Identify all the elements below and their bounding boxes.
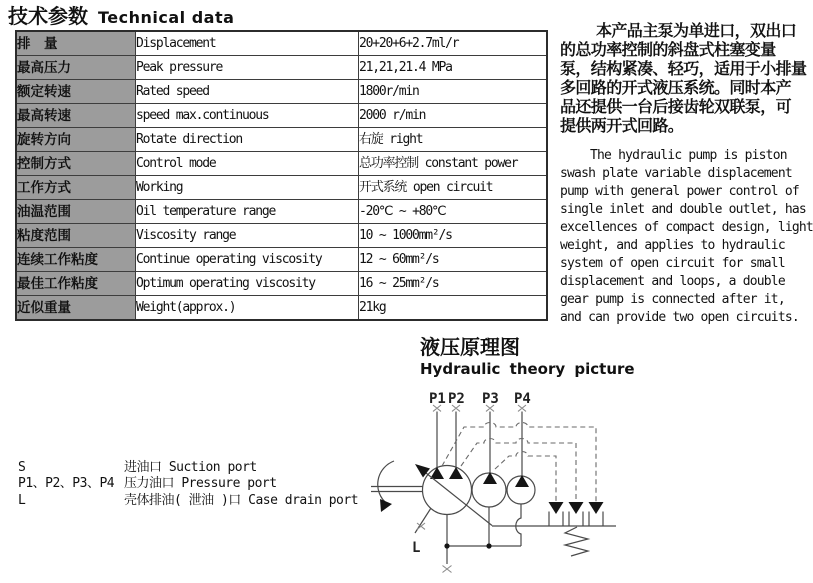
spec-label-en: Displacement [136,31,359,56]
hydraulic-schematic [370,388,650,583]
spec-value: 10 ~ 1000mm²/s [359,224,548,248]
spec-label-cn: 最高转速 [16,104,136,128]
spec-label-en: Continue operating viscosity [136,248,359,272]
table-row [16,128,547,152]
port-label-p1: P1 [429,391,446,407]
variable-displacement-arrow [426,473,492,526]
port-label-p2: P2 [448,391,465,407]
table-row [16,80,547,104]
description-cn-line: 提供两开式回路。 [560,118,684,135]
description-en-line: single inlet and double outlet, has [560,202,806,217]
spec-label-en: Viscosity range [136,224,359,248]
table-row [16,200,547,224]
drain-label: L [412,540,421,556]
description-cn-line: 本产品主泵为单进口，双出口 [596,23,797,40]
spec-label-cn: 最高压力 [16,56,136,80]
description-paragraph-cn [560,22,813,136]
spec-value: 总功率控制 constant power [359,152,548,176]
spec-value: 20+20+6+2.7ml/r [359,31,548,56]
description-en-line: The hydraulic pump is piston [590,148,787,163]
diagram-title [420,338,635,378]
description-paragraph-en [560,147,813,327]
spec-value: 12 ~ 60mm²/s [359,248,548,272]
diagram-title-cn: 液压原理图 [420,337,520,359]
description-cn-line: 多回路的开式液压系统。同时本产 [560,80,792,97]
junction-dot [486,543,491,548]
table-row [16,224,547,248]
pressure-port-lines [437,412,522,478]
suction-port-mark-icon [443,566,452,573]
spring-icon [565,527,588,556]
spec-value: -20℃ ~ +80℃ [359,200,548,224]
port-legend [18,460,358,509]
spec-label-cn: 粘度范围 [16,224,136,248]
spec-label-cn: 排 量 [16,31,136,56]
description-en-line: swash plate variable displacement [560,166,792,181]
description-en-line: pump with general power control of [560,184,799,199]
diagram-title-en: Hydraulic theory picture [420,360,635,378]
spec-label-en: Control mode [136,152,359,176]
spec-label-cn: 控制方式 [16,152,136,176]
table-row [16,104,547,128]
description-cn-line: 的总功率控制的斜盘式柱塞变量 [560,42,776,59]
table-row [16,248,547,272]
description-en-line: system of open circuit for small [560,256,785,271]
legend-description: 进油口 Suction port [124,460,257,475]
page-title-cn: 技术参数 [8,6,88,28]
spec-label-en: Peak pressure [136,56,359,80]
technical-data-table [15,30,548,321]
table-row [16,152,547,176]
spec-value: 21,21,21.4 MPa [359,56,548,80]
description-en-line: weight, and applies to hydraulic [560,238,785,253]
description-cn-line: 品还提供一台后接齿轮双联泵，可 [560,99,792,116]
spec-label-cn: 连续工作粘度 [16,248,136,272]
spec-label-en: Rated speed [136,80,359,104]
legend-symbol: P1、P2、P3、P4 [18,476,115,492]
spec-label-en: Oil temperature range [136,200,359,224]
rotation-arrow-head-icon [380,499,392,512]
legend-row [18,493,358,509]
port-plug-marks-icon [433,405,526,411]
pilot-line-2 [461,439,576,503]
rotation-arrow [378,461,394,503]
spec-label-en: Optimum operating viscosity [136,272,359,296]
spec-label-cn: 工作方式 [16,176,136,200]
legend-row [18,476,358,492]
spec-label-en: Rotate direction [136,128,359,152]
page-title-en: Technical data [98,8,235,27]
description-en-line: gear pump is connected after it, [560,292,785,307]
technical-data-table-body [16,31,547,320]
spec-label-cn: 额定转速 [16,80,136,104]
table-row [16,56,547,80]
table-row [16,176,547,200]
page-title [8,0,234,29]
spec-label-en: Weight(approx.) [136,296,359,321]
spec-label-cn: 最佳工作粘度 [16,272,136,296]
table-row [16,31,547,56]
control-arrow-1-icon [549,502,564,514]
spec-value: 21kg [359,296,548,321]
control-arrow-2-icon [569,502,584,514]
spec-value: 16 ~ 25mm²/s [359,272,548,296]
description-en-line: displacement and loops, a double [560,274,785,289]
spec-value: 开式系统 open circuit [359,176,548,200]
junction-dot [444,543,449,548]
control-arrow-3-icon [589,502,604,514]
description-en-line: excellences of compact design, light [560,220,813,235]
description-cn-line: 泵，结构紧凑、轻巧，适用于小排量 [560,61,807,78]
description-column [560,22,813,327]
spec-value: 1800r/min [359,80,548,104]
spec-label-cn: 近似重量 [16,296,136,321]
table-row [16,296,547,321]
port-label-p4: P4 [514,391,531,407]
legend-row [18,460,358,476]
suction-manifold-lines [447,507,521,564]
outlet-triangle-p2 [449,467,463,479]
spec-label-en: Working [136,176,359,200]
spec-value: 2000 r/min [359,104,548,128]
legend-symbol: L [18,492,26,508]
legend-description: 压力油口 Pressure port [124,476,277,492]
pump3-suction-line-hop [516,504,521,546]
legend-description: 壳体排油( 泄油 )口 Case drain port [124,492,359,508]
spec-label-cn: 旋转方向 [16,128,136,152]
description-en-line: and can provide two open circuits. [560,310,799,325]
port-label-p3: P3 [482,391,499,407]
spec-value: 右旋 right [359,128,548,152]
spec-label-en: speed max.continuous [136,104,359,128]
legend-symbol: S [18,460,26,475]
pilot-line-1 [442,423,596,502]
table-row [16,272,547,296]
spec-label-cn: 油温范围 [16,200,136,224]
